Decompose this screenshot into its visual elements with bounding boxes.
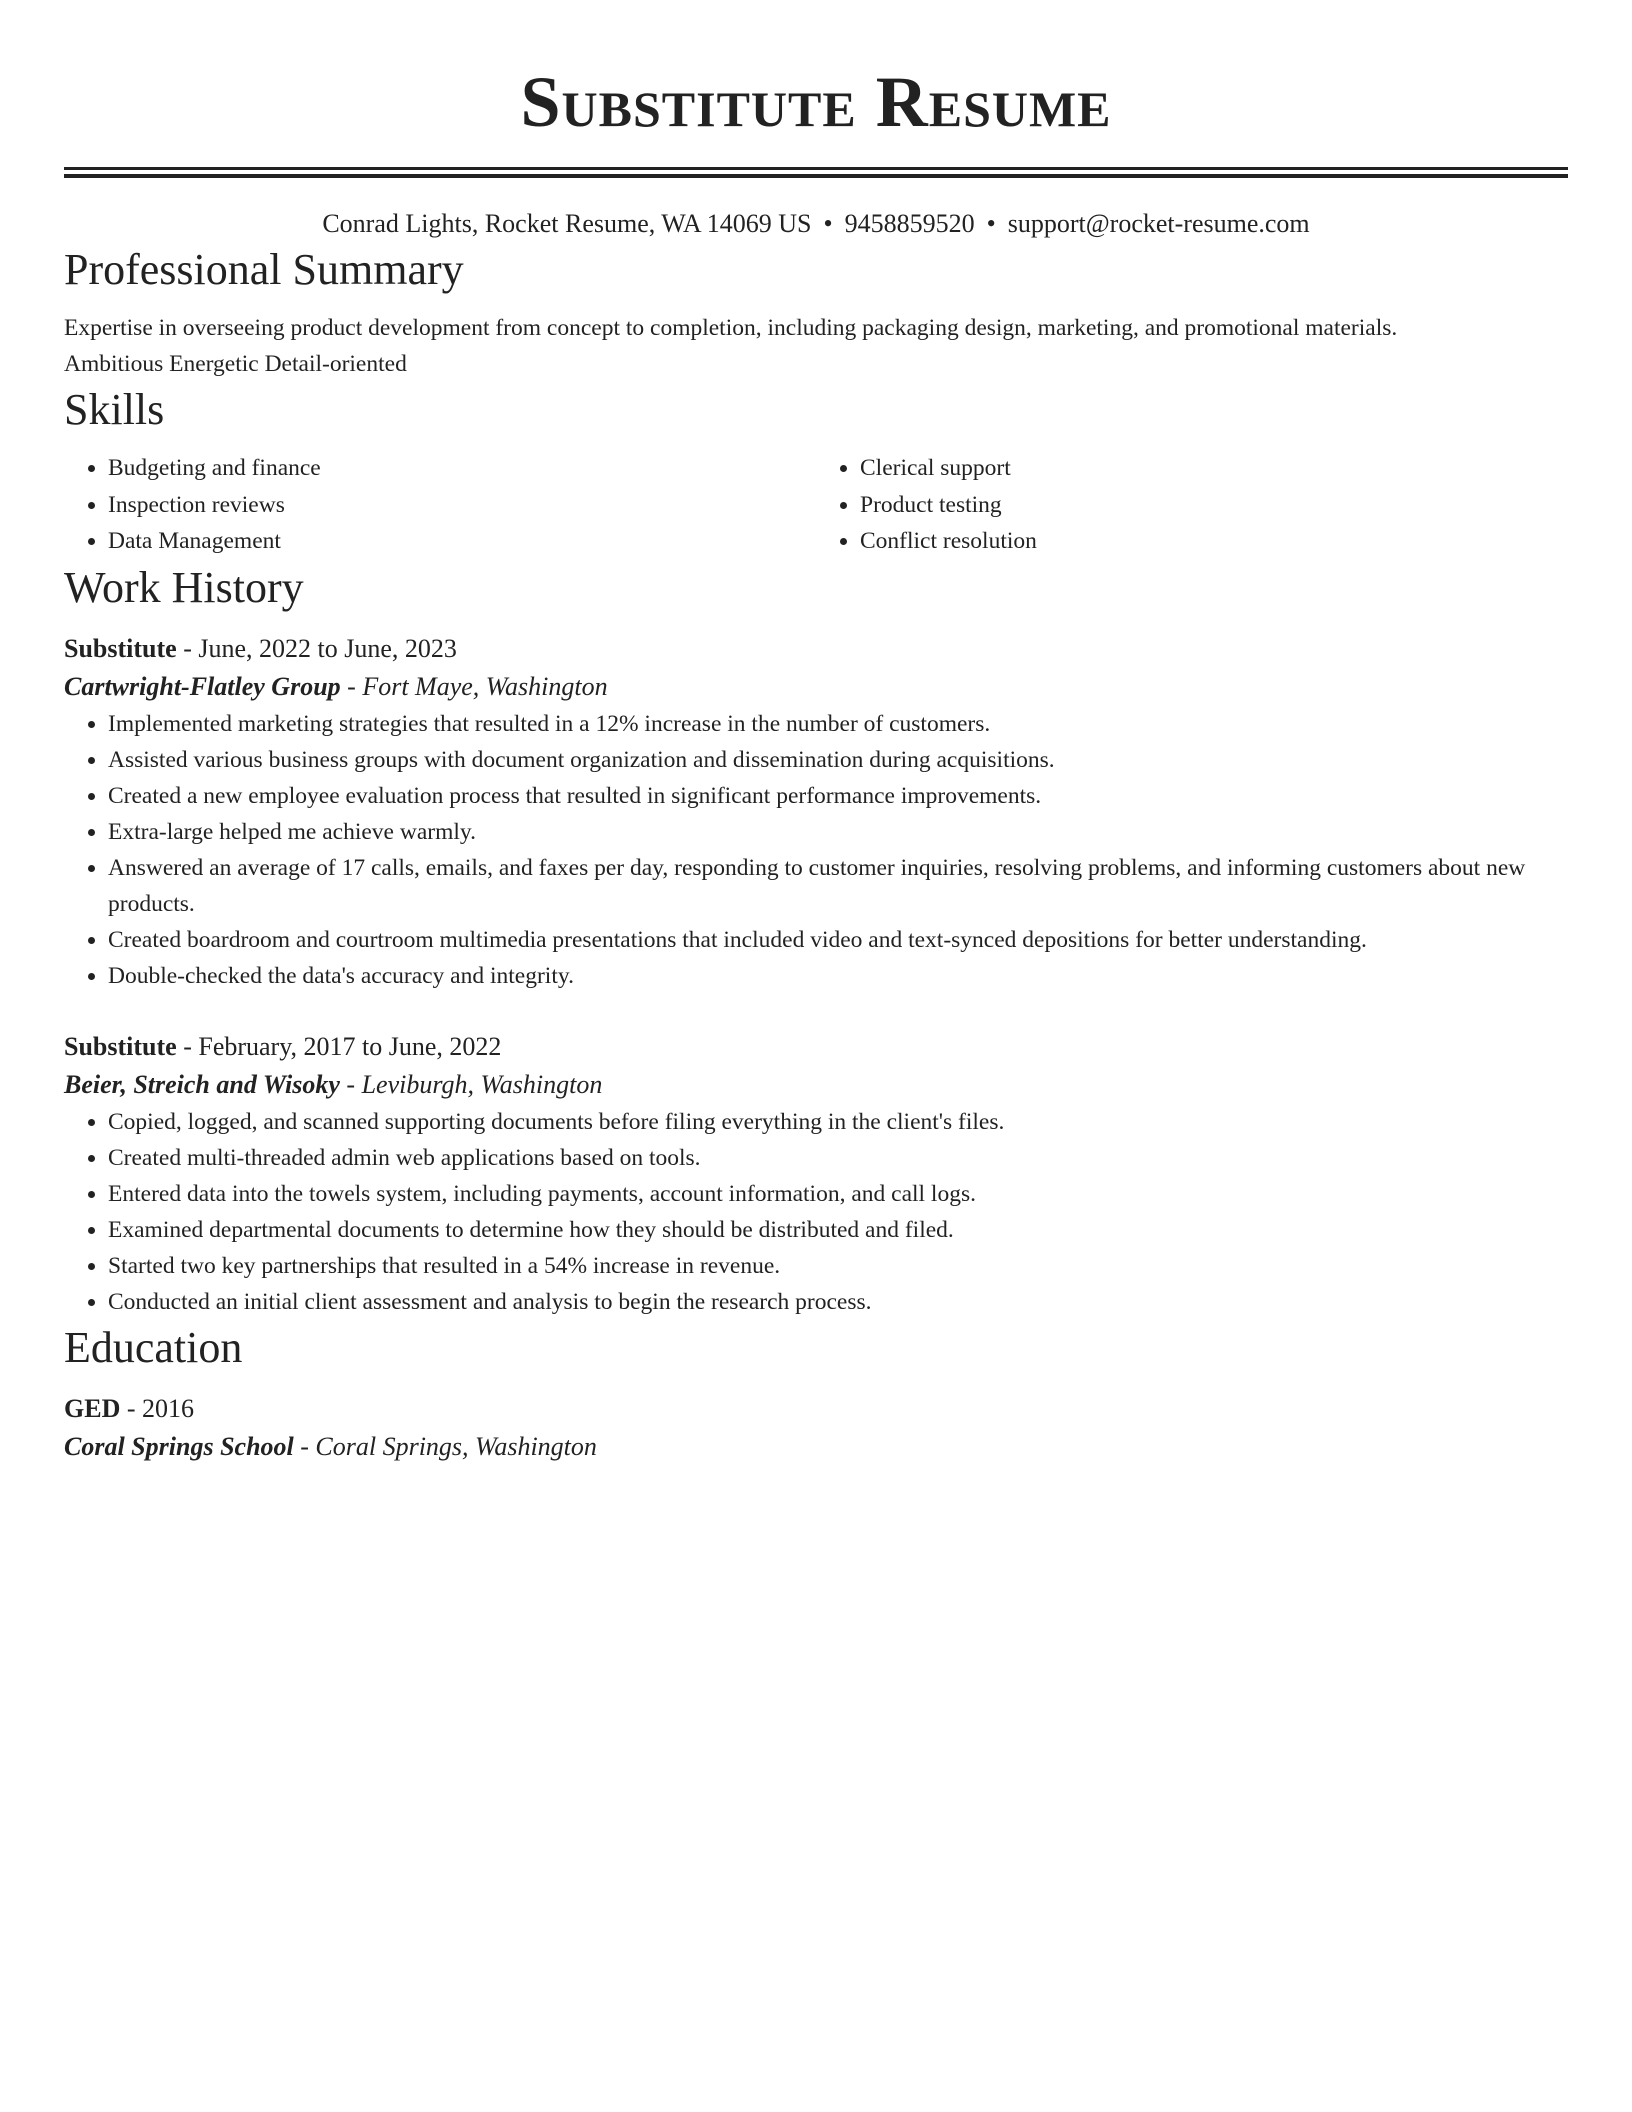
- skill-item: • Inspection reviews: [108, 487, 816, 524]
- job-location: - Leviburgh, Washington: [339, 1069, 603, 1099]
- job-bullet: • Created multi-threaded admin web applications based on tools.: [108, 1140, 1568, 1176]
- job-bullet: • Copied, logged, and scanned supporting documents before filing everything in the client's files.: [108, 1104, 1568, 1140]
- contact-address: Conrad Lights, Rocket Resume, WA 14069 US: [322, 209, 812, 238]
- skill-item: • Conflict resolution: [860, 523, 1568, 560]
- job-bullet: • Extra-large helped me achieve warmly.: [108, 814, 1568, 850]
- job-company-line: [64, 1066, 1568, 1104]
- education-degree-line: [64, 1390, 1568, 1428]
- job-bullet: • Created a new employee evaluation process that resulted in significant performance improvements.: [108, 778, 1568, 814]
- skill-item: • Budgeting and finance: [108, 450, 816, 487]
- job-title-line: [64, 1028, 1568, 1066]
- contact-phone: 9458859520: [844, 209, 975, 238]
- job-role: Substitute: [64, 1031, 177, 1061]
- job-dates: - June, 2022 to June, 2023: [176, 633, 457, 663]
- job-dates: - February, 2017 to June, 2022: [176, 1031, 502, 1061]
- job-entry: [64, 630, 1568, 994]
- skills-list: [64, 450, 1568, 560]
- skill-item: • Clerical support: [860, 450, 1568, 487]
- work-history-heading: Work History: [64, 562, 304, 612]
- contact-line: [64, 206, 1568, 242]
- job-bullet: • Created boardroom and courtroom multimedia presentations that included video and text-synced depositions for better understanding.: [108, 922, 1568, 958]
- job-bullet: • Entered data into the towels system, including payments, account information, and call logs.: [108, 1176, 1568, 1212]
- job-bullet: • Assisted various business groups with document organization and dissemination during acquisitions.: [108, 742, 1568, 778]
- skills-heading: Skills: [64, 385, 165, 434]
- education-heading: Education: [64, 1322, 243, 1372]
- job-bullets: [64, 706, 1568, 994]
- skills-column-right: [816, 450, 1568, 560]
- job-entry: [64, 1028, 1568, 1320]
- education-year: - 2016: [120, 1393, 195, 1423]
- contact-email: support@rocket-resume.com: [1007, 209, 1310, 238]
- education-school: Coral Springs School: [64, 1431, 294, 1461]
- job-bullet: • Started two key partnerships that resulted in a 54% increase in revenue.: [108, 1248, 1568, 1284]
- contact-separator: •: [986, 209, 996, 238]
- skill-item: • Data Management: [108, 523, 816, 560]
- job-company: Beier, Streich and Wisoky: [64, 1069, 340, 1099]
- education-degree: GED: [64, 1393, 121, 1423]
- summary-traits: Ambitious Energetic Detail-oriented: [64, 351, 407, 377]
- skill-item: • Product testing: [860, 487, 1568, 524]
- contact-separator: •: [823, 209, 833, 238]
- job-location: - Fort Maye, Washington: [340, 671, 608, 701]
- job-role: Substitute: [64, 633, 177, 663]
- education-school-line: [64, 1428, 1568, 1466]
- job-bullet: • Double-checked the data's accuracy and integrity.: [108, 958, 1568, 994]
- summary-heading: Professional Summary: [64, 245, 464, 294]
- summary-text: [64, 310, 1568, 382]
- job-company: Cartwright-Flatley Group: [64, 671, 341, 701]
- title-divider: [64, 167, 1568, 178]
- summary-line: Expertise in overseeing product development from concept to completion, including packaging design, marketing, and promotional materials.: [64, 315, 1398, 341]
- job-title-line: [64, 630, 1568, 668]
- job-bullet: • Conducted an initial client assessment and analysis to begin the research process.: [108, 1284, 1568, 1320]
- resume-title: Substitute Resume: [520, 62, 1112, 142]
- job-bullets: [64, 1104, 1568, 1320]
- job-bullet: • Examined departmental documents to determine how they should be distributed and filed.: [108, 1212, 1568, 1248]
- job-bullet: • Implemented marketing strategies that resulted in a 12% increase in the number of customers.: [108, 706, 1568, 742]
- skills-column-left: [64, 450, 816, 560]
- job-company-line: [64, 668, 1568, 706]
- education-location: - Coral Springs, Washington: [293, 1431, 597, 1461]
- job-bullet: • Answered an average of 17 calls, emails, and faxes per day, responding to customer inquiries, resolving problems, and informing customers about new products.: [108, 850, 1568, 922]
